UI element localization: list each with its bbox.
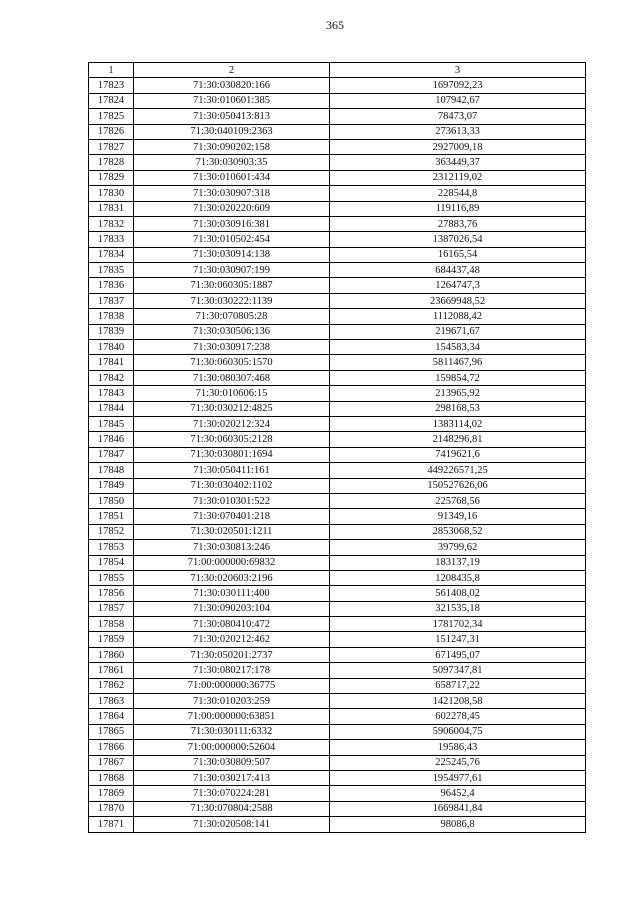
- cadastral-number-cell: 71:30:020212:462: [134, 632, 330, 647]
- table-row: [89, 540, 586, 555]
- cadastral-number-cell: 71:30:030212:4825: [134, 401, 330, 416]
- value-cell: 1954977,61: [330, 770, 586, 785]
- cadastral-number-cell: 71:30:030217:413: [134, 770, 330, 785]
- cadastral-number-cell: 71:30:090202:158: [134, 139, 330, 154]
- table-row: [89, 617, 586, 632]
- cadastral-number-cell: 71:30:070804:2588: [134, 801, 330, 816]
- cadastral-number-cell: 71:30:050201:2737: [134, 647, 330, 662]
- cadastral-number-cell: 71:30:060305:2128: [134, 432, 330, 447]
- row-index-cell: 17826: [89, 124, 134, 139]
- row-index-cell: 17859: [89, 632, 134, 647]
- value-cell: 658717,22: [330, 678, 586, 693]
- value-cell: 5811467,96: [330, 355, 586, 370]
- row-index-cell: 17830: [89, 186, 134, 201]
- table-row: [89, 247, 586, 262]
- value-cell: 1697092,23: [330, 78, 586, 93]
- table-row: [89, 740, 586, 755]
- value-cell: 16165,54: [330, 247, 586, 262]
- table-row: [89, 570, 586, 585]
- column-header-cadastral-number: 2: [134, 63, 330, 78]
- table-row: [89, 509, 586, 524]
- cadastral-number-cell: 71:30:010606:15: [134, 386, 330, 401]
- table-row: [89, 278, 586, 293]
- table-row: [89, 632, 586, 647]
- row-index-cell: 17853: [89, 540, 134, 555]
- cadastral-number-cell: 71:30:020501:1211: [134, 524, 330, 539]
- row-index-cell: 17863: [89, 694, 134, 709]
- value-cell: 96452,4: [330, 786, 586, 801]
- value-cell: 39799,62: [330, 540, 586, 555]
- row-index-cell: 17834: [89, 247, 134, 262]
- cadastral-number-cell: 71:30:090203:104: [134, 601, 330, 616]
- row-index-cell: 17847: [89, 447, 134, 462]
- row-index-cell: 17829: [89, 170, 134, 185]
- row-index-cell: 17839: [89, 324, 134, 339]
- table-row: [89, 401, 586, 416]
- table-row: [89, 463, 586, 478]
- cadastral-number-cell: 71:30:020220:609: [134, 201, 330, 216]
- value-cell: 2853068,52: [330, 524, 586, 539]
- page-number: 365: [326, 18, 344, 32]
- cadastral-number-cell: 71:30:070401:218: [134, 509, 330, 524]
- cadastral-number-cell: 71:30:030916:381: [134, 216, 330, 231]
- table-row: [89, 447, 586, 462]
- table-row: [89, 170, 586, 185]
- table-row: [89, 478, 586, 493]
- table-row: [89, 755, 586, 770]
- table-row: [89, 93, 586, 108]
- row-index-cell: 17861: [89, 663, 134, 678]
- value-cell: 225768,56: [330, 493, 586, 508]
- table-row: [89, 724, 586, 739]
- cadastral-number-cell: 71:30:030907:199: [134, 263, 330, 278]
- cadastral-number-cell: 71:00:000000:36775: [134, 678, 330, 693]
- cadastral-number-cell: 71:30:010601:434: [134, 170, 330, 185]
- cadastral-number-cell: 71:30:030907:318: [134, 186, 330, 201]
- value-cell: 5906004,75: [330, 724, 586, 739]
- cadastral-number-cell: 71:30:010502:454: [134, 232, 330, 247]
- row-index-cell: 17867: [89, 755, 134, 770]
- value-cell: 119116,89: [330, 201, 586, 216]
- value-cell: 1421208,58: [330, 694, 586, 709]
- row-index-cell: 17838: [89, 309, 134, 324]
- table-row: [89, 786, 586, 801]
- cadastral-number-cell: 71:30:030917:238: [134, 340, 330, 355]
- table-row: [89, 678, 586, 693]
- cadastral-number-cell: 71:30:080217:178: [134, 663, 330, 678]
- value-cell: 1264747,3: [330, 278, 586, 293]
- value-cell: 2148296,81: [330, 432, 586, 447]
- value-cell: 602278,45: [330, 709, 586, 724]
- value-cell: 183137,19: [330, 555, 586, 570]
- cadastral-number-cell: 71:30:060305:1570: [134, 355, 330, 370]
- table-row: [89, 186, 586, 201]
- value-cell: 159854,72: [330, 370, 586, 385]
- table-row: [89, 432, 586, 447]
- row-index-cell: 17870: [89, 801, 134, 816]
- value-cell: 228544,8: [330, 186, 586, 201]
- value-cell: 78473,07: [330, 109, 586, 124]
- value-cell: 91349,16: [330, 509, 586, 524]
- cadastral-number-cell: 71:30:080307:468: [134, 370, 330, 385]
- value-cell: 27883,76: [330, 216, 586, 231]
- row-index-cell: 17851: [89, 509, 134, 524]
- value-cell: 1387026,54: [330, 232, 586, 247]
- row-index-cell: 17824: [89, 93, 134, 108]
- cadastral-number-cell: 71:30:080410:472: [134, 617, 330, 632]
- cadastral-number-cell: 71:30:030801:1694: [134, 447, 330, 462]
- value-cell: 321535,18: [330, 601, 586, 616]
- table-row: [89, 216, 586, 231]
- cadastral-number-cell: 71:30:070805:28: [134, 309, 330, 324]
- row-index-cell: 17865: [89, 724, 134, 739]
- value-cell: 449226571,25: [330, 463, 586, 478]
- table-row: [89, 201, 586, 216]
- row-index-cell: 17840: [89, 340, 134, 355]
- cadastral-number-cell: 71:30:030506:136: [134, 324, 330, 339]
- value-cell: 7419621,6: [330, 447, 586, 462]
- value-cell: 671495,07: [330, 647, 586, 662]
- row-index-cell: 17836: [89, 278, 134, 293]
- value-cell: 273613,33: [330, 124, 586, 139]
- table-row: [89, 124, 586, 139]
- table-row: [89, 263, 586, 278]
- row-index-cell: 17827: [89, 139, 134, 154]
- row-index-cell: 17871: [89, 817, 134, 832]
- table-row: [89, 709, 586, 724]
- row-index-cell: 17857: [89, 601, 134, 616]
- value-cell: 2312119,02: [330, 170, 586, 185]
- table-row: [89, 770, 586, 785]
- cadastral-number-cell: 71:30:070224:281: [134, 786, 330, 801]
- table-row: [89, 355, 586, 370]
- row-index-cell: 17844: [89, 401, 134, 416]
- cadastral-number-cell: 71:30:030820:166: [134, 78, 330, 93]
- row-index-cell: 17864: [89, 709, 134, 724]
- cadastral-number-cell: 71:30:020603:2196: [134, 570, 330, 585]
- cadastral-number-cell: 71:00:000000:63851: [134, 709, 330, 724]
- value-cell: 19586,43: [330, 740, 586, 755]
- cadastral-number-cell: 71:30:030111:6332: [134, 724, 330, 739]
- cadastral-number-cell: 71:30:060305:1887: [134, 278, 330, 293]
- row-index-cell: 17854: [89, 555, 134, 570]
- row-index-cell: 17869: [89, 786, 134, 801]
- value-cell: 225245,76: [330, 755, 586, 770]
- table-row: [89, 139, 586, 154]
- cadastral-number-cell: 71:30:010301:522: [134, 493, 330, 508]
- row-index-cell: 17850: [89, 493, 134, 508]
- table-row: [89, 386, 586, 401]
- row-index-cell: 17862: [89, 678, 134, 693]
- row-index-cell: 17841: [89, 355, 134, 370]
- row-index-cell: 17831: [89, 201, 134, 216]
- cadastral-number-cell: 71:30:010203:259: [134, 694, 330, 709]
- cadastral-number-cell: 71:30:030111:400: [134, 586, 330, 601]
- table-row: [89, 493, 586, 508]
- value-cell: 1781702,34: [330, 617, 586, 632]
- value-cell: 150527626,06: [330, 478, 586, 493]
- value-cell: 219671,67: [330, 324, 586, 339]
- value-cell: 151247,31: [330, 632, 586, 647]
- row-index-cell: 17842: [89, 370, 134, 385]
- table-row: [89, 78, 586, 93]
- row-index-cell: 17866: [89, 740, 134, 755]
- value-cell: 154583,34: [330, 340, 586, 355]
- value-cell: 561408,02: [330, 586, 586, 601]
- table-header-row: [89, 63, 586, 78]
- cadastral-number-cell: 71:00:000000:69832: [134, 555, 330, 570]
- table-row: [89, 370, 586, 385]
- row-index-cell: 17849: [89, 478, 134, 493]
- value-cell: 213965,92: [330, 386, 586, 401]
- cadastral-number-cell: 71:30:040109:2363: [134, 124, 330, 139]
- row-index-cell: 17845: [89, 416, 134, 431]
- row-index-cell: 17855: [89, 570, 134, 585]
- table-row: [89, 663, 586, 678]
- cadastral-number-cell: 71:30:030903:35: [134, 155, 330, 170]
- value-cell: 107942,67: [330, 93, 586, 108]
- column-header-value: 3: [330, 63, 586, 78]
- cadastral-number-cell: 71:30:050411:161: [134, 463, 330, 478]
- value-cell: 2927009,18: [330, 139, 586, 154]
- cadastral-value-table: [88, 62, 586, 833]
- table-row: [89, 555, 586, 570]
- row-index-cell: 17868: [89, 770, 134, 785]
- value-cell: 363449,37: [330, 155, 586, 170]
- value-cell: 684437,48: [330, 263, 586, 278]
- cadastral-number-cell: 71:00:000000:52604: [134, 740, 330, 755]
- table-row: [89, 324, 586, 339]
- table-row: [89, 155, 586, 170]
- row-index-cell: 17846: [89, 432, 134, 447]
- cadastral-number-cell: 71:30:030809:507: [134, 755, 330, 770]
- value-cell: 5097347,81: [330, 663, 586, 678]
- column-header-index: 1: [89, 63, 134, 78]
- value-cell: 1112088,42: [330, 309, 586, 324]
- row-index-cell: 17852: [89, 524, 134, 539]
- row-index-cell: 17837: [89, 293, 134, 308]
- table-row: [89, 293, 586, 308]
- cadastral-number-cell: 71:30:030222:1139: [134, 293, 330, 308]
- row-index-cell: 17860: [89, 647, 134, 662]
- cadastral-number-cell: 71:30:030914:138: [134, 247, 330, 262]
- value-cell: 1669841,84: [330, 801, 586, 816]
- row-index-cell: 17823: [89, 78, 134, 93]
- row-index-cell: 17833: [89, 232, 134, 247]
- cadastral-number-cell: 71:30:030813:246: [134, 540, 330, 555]
- table-row: [89, 801, 586, 816]
- row-index-cell: 17835: [89, 263, 134, 278]
- table-row: [89, 524, 586, 539]
- cadastral-number-cell: 71:30:050413:813: [134, 109, 330, 124]
- table-row: [89, 817, 586, 832]
- table-row: [89, 340, 586, 355]
- value-cell: 1208435,8: [330, 570, 586, 585]
- row-index-cell: 17848: [89, 463, 134, 478]
- row-index-cell: 17825: [89, 109, 134, 124]
- table-row: [89, 694, 586, 709]
- cadastral-number-cell: 71:30:010601:385: [134, 93, 330, 108]
- cadastral-number-cell: 71:30:030402:1102: [134, 478, 330, 493]
- row-index-cell: 17856: [89, 586, 134, 601]
- table-row: [89, 309, 586, 324]
- row-index-cell: 17828: [89, 155, 134, 170]
- table-row: [89, 601, 586, 616]
- value-cell: 298168,53: [330, 401, 586, 416]
- cadastral-number-cell: 71:30:020212:324: [134, 416, 330, 431]
- value-cell: 98086,8: [330, 817, 586, 832]
- row-index-cell: 17832: [89, 216, 134, 231]
- table-row: [89, 232, 586, 247]
- value-cell: 1383114,02: [330, 416, 586, 431]
- row-index-cell: 17843: [89, 386, 134, 401]
- row-index-cell: 17858: [89, 617, 134, 632]
- table-row: [89, 586, 586, 601]
- table-row: [89, 416, 586, 431]
- cadastral-number-cell: 71:30:020508:141: [134, 817, 330, 832]
- table-row: [89, 109, 586, 124]
- value-cell: 23669948,52: [330, 293, 586, 308]
- table-row: [89, 647, 586, 662]
